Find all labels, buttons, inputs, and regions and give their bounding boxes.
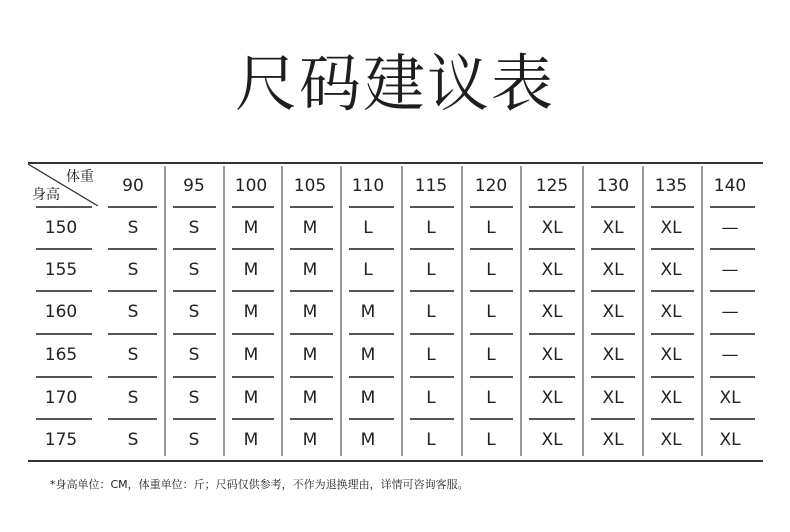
size-cell: XL: [660, 388, 682, 408]
size-cell: L: [486, 388, 496, 408]
row-header-height: 155: [44, 260, 78, 280]
size-cell: S: [188, 260, 200, 280]
size-cell: L: [363, 218, 373, 238]
size-cell: XL: [719, 430, 741, 450]
size-cell: XL: [541, 388, 563, 408]
size-cell: L: [426, 218, 436, 238]
column-divider: [520, 166, 522, 456]
size-cell: S: [188, 218, 200, 238]
size-cell: L: [426, 430, 436, 450]
size-cell: L: [426, 260, 436, 280]
size-cell: XL: [660, 345, 682, 365]
size-cell: XL: [541, 260, 563, 280]
size-cell: XL: [602, 345, 624, 365]
size-cell: XL: [660, 302, 682, 322]
row-header-height: 170: [44, 388, 78, 408]
table-corner-header: [28, 164, 98, 206]
height-axis-label: 身高: [32, 187, 60, 203]
size-cell: —: [721, 302, 739, 322]
size-cell: —: [721, 345, 739, 365]
size-cell: M: [360, 302, 376, 322]
column-header-weight: 100: [234, 176, 268, 196]
size-cell: XL: [541, 345, 563, 365]
column-header-weight: 95: [183, 176, 205, 196]
row-header-height: 160: [44, 302, 78, 322]
size-cell: XL: [541, 302, 563, 322]
footnote: *身高单位：CM，体重单位：斤；尺码仅供参考，不作为退换理由，详情可咨询客服。: [50, 478, 469, 491]
size-cell: S: [127, 430, 139, 450]
column-header-weight: 120: [474, 176, 508, 196]
size-cell: L: [486, 302, 496, 322]
size-cell: M: [243, 218, 259, 238]
size-cell: —: [721, 218, 739, 238]
size-cell: M: [243, 430, 259, 450]
column-header-weight: 115: [414, 176, 448, 196]
size-cell: L: [426, 388, 436, 408]
size-cell: XL: [602, 218, 624, 238]
column-header-weight: 90: [122, 176, 144, 196]
size-cell: XL: [660, 218, 682, 238]
size-cell: M: [243, 260, 259, 280]
size-cell: M: [302, 302, 318, 322]
size-cell: M: [360, 345, 376, 365]
row-header-height: 165: [44, 345, 78, 365]
column-header-weight: 140: [713, 176, 747, 196]
size-cell: M: [302, 388, 318, 408]
weight-axis-label: 体重: [66, 169, 94, 185]
size-cell: S: [188, 388, 200, 408]
size-cell: XL: [541, 430, 563, 450]
size-cell: XL: [602, 260, 624, 280]
size-cell: M: [302, 218, 318, 238]
size-cell: L: [426, 302, 436, 322]
size-cell: L: [486, 345, 496, 365]
size-cell: S: [127, 388, 139, 408]
column-header-weight: 105: [293, 176, 327, 196]
size-cell: S: [127, 302, 139, 322]
size-cell: M: [302, 345, 318, 365]
size-cell: S: [188, 345, 200, 365]
size-cell: S: [127, 218, 139, 238]
size-cell: XL: [660, 260, 682, 280]
size-cell: —: [721, 260, 739, 280]
row-header-height: 175: [44, 430, 78, 450]
page-title: 尺码建议表: [234, 47, 555, 120]
size-cell: S: [188, 302, 200, 322]
size-cell: S: [127, 260, 139, 280]
size-cell: L: [363, 260, 373, 280]
size-cell: L: [486, 430, 496, 450]
table-bottom-border: [28, 460, 763, 462]
size-cell: M: [243, 388, 259, 408]
row-header-height: 150: [44, 218, 78, 238]
table-top-border: [28, 162, 763, 164]
size-cell: XL: [602, 388, 624, 408]
size-cell: XL: [602, 430, 624, 450]
size-cell: XL: [660, 430, 682, 450]
size-cell: XL: [719, 388, 741, 408]
column-header-weight: 125: [535, 176, 569, 196]
size-cell: L: [426, 345, 436, 365]
column-header-weight: 130: [596, 176, 630, 196]
size-cell: S: [127, 345, 139, 365]
size-cell: XL: [541, 218, 563, 238]
column-header-weight: 110: [351, 176, 385, 196]
size-cell: M: [243, 302, 259, 322]
column-divider: [582, 166, 584, 456]
size-cell: L: [486, 218, 496, 238]
size-cell: XL: [602, 302, 624, 322]
size-cell: M: [243, 345, 259, 365]
size-cell: M: [360, 388, 376, 408]
size-cell: S: [188, 430, 200, 450]
size-cell: M: [360, 430, 376, 450]
size-cell: M: [302, 430, 318, 450]
size-cell: M: [302, 260, 318, 280]
column-header-weight: 135: [654, 176, 688, 196]
size-cell: L: [486, 260, 496, 280]
